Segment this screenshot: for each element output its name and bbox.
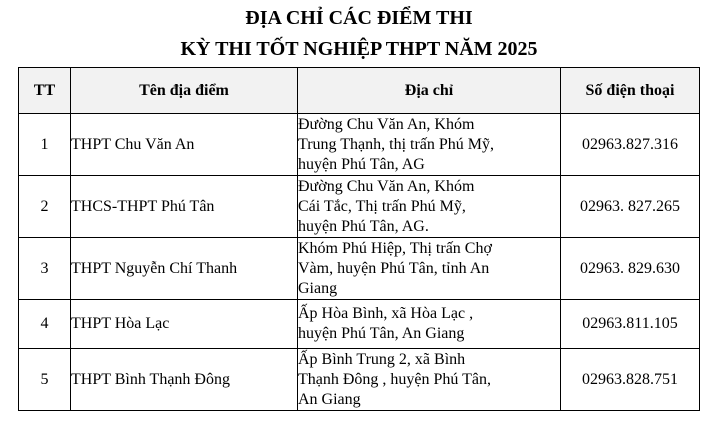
- address-line: Đường Chu Văn An, Khóm: [298, 115, 475, 133]
- exam-venues-table: [18, 67, 700, 411]
- address-line: Khóm Phú Hiệp, Thị trấn Chợ: [298, 239, 492, 257]
- venue-name: THPT Chu Văn An: [71, 114, 298, 176]
- venue-name: THCS-THPT Phú Tân: [71, 176, 298, 238]
- address-line: Đường Chu Văn An, Khóm: [298, 177, 475, 195]
- address-line: Ấp Bình Trung 2, xã Bình: [298, 350, 466, 368]
- page-subtitle: KỲ THI TỐT NGHIỆP THPT NĂM 2025: [180, 38, 538, 60]
- venue-name: THPT Bình Thạnh Đông: [71, 349, 298, 411]
- header-venue-name: Tên địa điểm: [71, 68, 298, 114]
- row-number: 5: [19, 349, 71, 411]
- header-tt: TT: [19, 68, 71, 114]
- venue-address: [298, 176, 561, 238]
- address-line: Giang: [298, 279, 338, 297]
- table-header-row: [19, 68, 700, 114]
- table-row: [19, 349, 700, 411]
- address-line: Vàm, huyện Phú Tân, tỉnh An: [298, 259, 490, 277]
- venue-name: THPT Hòa Lạc: [71, 300, 298, 349]
- row-number: 4: [19, 300, 71, 349]
- header-address: Địa chỉ: [298, 68, 561, 114]
- page-title: ĐỊA CHỈ CÁC ĐIỂM THI: [245, 7, 473, 29]
- address-line: Thạnh Đông , huyện Phú Tân,: [298, 370, 492, 388]
- venue-phone: 02963.828.751: [561, 349, 700, 411]
- row-number: 3: [19, 238, 71, 300]
- address-line: Ấp Hòa Bình, xã Hòa Lạc ,: [298, 305, 474, 322]
- address-line: An Giang: [298, 390, 361, 408]
- venue-phone: 02963. 829.630: [561, 238, 700, 300]
- row-number: 1: [19, 114, 71, 176]
- address-line: huyện Phú Tân, AG: [298, 155, 425, 173]
- venue-address: [298, 114, 561, 176]
- address-line: huyện Phú Tân, An Giang: [298, 325, 465, 342]
- address-line: Cái Tắc, Thị trấn Phú Mỹ,: [298, 197, 466, 215]
- venue-name: THPT Nguyễn Chí Thanh: [71, 238, 298, 300]
- venue-phone: 02963.827.316: [561, 114, 700, 176]
- address-line: huyện Phú Tân, AG.: [298, 217, 429, 235]
- row-number: 2: [19, 176, 71, 238]
- address-line: Trung Thạnh, thị trấn Phú Mỹ,: [298, 135, 495, 153]
- venue-address: [298, 238, 561, 300]
- venue-address: [298, 349, 561, 411]
- table-row: [19, 300, 700, 349]
- table-row: [19, 114, 700, 176]
- venue-address: [298, 300, 561, 349]
- table-row: [19, 238, 700, 300]
- header-phone: Số điện thoại: [561, 68, 700, 114]
- venue-phone: 02963. 827.265: [561, 176, 700, 238]
- venue-phone: 02963.811.105: [561, 300, 700, 349]
- table-row: [19, 176, 700, 238]
